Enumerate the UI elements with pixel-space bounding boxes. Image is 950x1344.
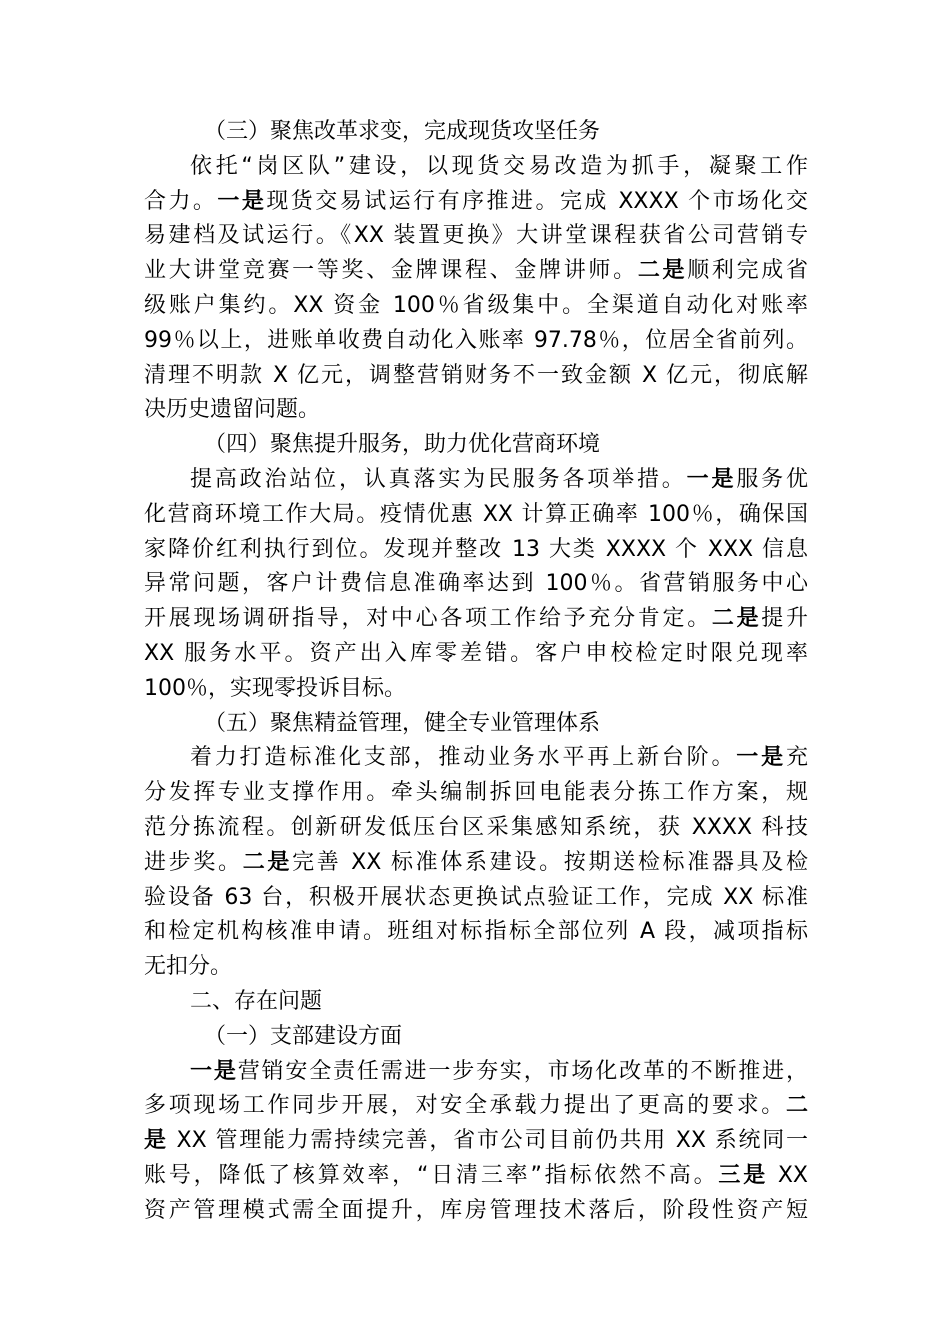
paragraph-line <box>144 150 808 185</box>
paragraph-line <box>144 289 808 324</box>
paragraph-line <box>144 1194 808 1229</box>
text-run: 账号，降低了核算效率，“日清三率”指标依然不高。 <box>144 1162 719 1188</box>
paragraph-line <box>144 950 808 985</box>
text-run: 开展现场调研指导，对中心各项工作给予充分肯定。 <box>144 606 712 632</box>
text-run: 提升 <box>761 606 808 632</box>
text-run: （三）聚焦改革求变，完成现货攻坚任务 <box>204 119 601 144</box>
text-run: 决历史遗留问题。 <box>144 397 321 423</box>
paragraph-line <box>144 567 808 602</box>
text-run: 100％，实现零投诉目标。 <box>144 675 406 701</box>
paragraph-line <box>144 185 808 220</box>
text-run: 多项现场工作同步开展，对安全承载力提出了更高的要求。 <box>144 1093 786 1119</box>
paragraph-line <box>144 985 808 1020</box>
bold-marker: 一是 <box>686 466 737 492</box>
text-run: XX <box>768 1162 808 1188</box>
paragraph-line <box>144 324 808 359</box>
text-run: 级账户集约。XX 资金 100％省级集中。全渠道自动化对账率 <box>144 292 808 318</box>
paragraph-line <box>144 359 808 394</box>
paragraph-line <box>144 219 808 254</box>
text-run: 合力。 <box>144 188 218 214</box>
section-heading <box>144 115 808 150</box>
paragraph-line <box>144 1089 808 1124</box>
text-run: （四）聚焦提升服务，助力优化营商环境 <box>204 432 601 458</box>
paragraph-line <box>144 602 808 637</box>
text-run: 着力打造标准化支部，推动业务水平再上新台阶。 <box>190 745 737 771</box>
text-run: 无扣分。 <box>144 954 233 980</box>
paragraph-line <box>144 776 808 811</box>
text-run: 进步奖。 <box>144 849 243 875</box>
text-run: （五）聚焦精益管理，健全专业管理体系 <box>204 710 601 736</box>
section-heading <box>144 707 808 742</box>
section-heading <box>144 1020 808 1055</box>
text-run: 易建档及试运行。《XX 装置更换》大讲堂课程获省公司营销专 <box>144 223 808 249</box>
text-run: （一）支部建设方面 <box>204 1023 403 1049</box>
text-run: 依托“岗区队”建设，以现货交易改造为抓手，凝聚工作 <box>190 153 808 179</box>
paragraph-line <box>144 533 808 568</box>
text-run: 99％以上，进账单收费自动化入账率 97.78％，位居全省前列。 <box>144 327 808 353</box>
text-run: 验设备 63 台，积极开展状态更换试点验证工作，完成 XX 标准 <box>144 884 808 910</box>
bold-marker: 一是 <box>736 745 786 771</box>
paragraph-line <box>144 881 808 916</box>
paragraph-line <box>144 915 808 950</box>
paragraph-line <box>144 254 808 289</box>
bold-marker: 二 <box>785 1093 808 1119</box>
text-run: 完善 XX 标准体系建设。按期送检标准器具及检 <box>292 849 808 875</box>
paragraph-line <box>144 393 808 428</box>
paragraph-line <box>144 672 808 707</box>
text-run: 业大讲堂竞赛一等奖、金牌课程、金牌讲师。 <box>144 258 638 284</box>
text-run: 提高政治站位，认真落实为民服务各项举措。 <box>190 466 687 492</box>
text-run: 营销安全责任需进一步夯实，市场化改革的不断推进， <box>237 1058 808 1084</box>
text-run: 充 <box>785 745 808 771</box>
document-body <box>144 115 808 1229</box>
text-run: XX 服务水平。资产出入库零差错。客户申校检定时限兑现率 <box>144 640 808 666</box>
paragraph-line <box>144 1124 808 1159</box>
bold-marker: 二是 <box>242 849 293 875</box>
text-run: 家降价红利执行到位。发现并整改 13 大类 XXXX 个 XXX 信息 <box>144 536 808 562</box>
paragraph-line <box>144 1055 808 1090</box>
text-run: 资产管理模式需全面提升，库房管理技术落后，阶段性资产短 <box>144 1197 808 1223</box>
bold-marker: 三是 <box>718 1162 769 1188</box>
paragraph-line <box>144 637 808 672</box>
paragraph-line <box>144 463 808 498</box>
text-run: 顺利完成省 <box>687 258 808 284</box>
bold-marker: 是 <box>144 1128 168 1154</box>
text-run: 异常问题，客户计费信息准确率达到 100％。省营销服务中心 <box>144 571 808 597</box>
text-run: 二、存在问题 <box>190 988 323 1014</box>
text-run: 服务优 <box>736 466 808 492</box>
paragraph-line <box>144 1159 808 1194</box>
text-run: 范分拣流程。创新研发低压台区采集感知系统，获 XXXX 科技 <box>144 814 808 840</box>
paragraph-line <box>144 741 808 776</box>
bold-marker: 一是 <box>217 188 267 214</box>
text-run: 化营商环境工作大局。疫情优惠 XX 计算正确率 100％，确保国 <box>144 501 808 527</box>
text-run: 和检定机构核准申请。班组对标指标全部位列 A 段，减项指标 <box>144 919 808 945</box>
bold-marker: 二是 <box>637 258 688 284</box>
text-run: 清理不明款 X 亿元，调整营销财务不一致金额 X 亿元，彻底解 <box>144 362 808 388</box>
bold-marker: 一是 <box>190 1058 238 1084</box>
section-heading <box>144 428 808 463</box>
text-run: 现货交易试运行有序推进。完成 XXXX 个市场化交 <box>266 188 808 214</box>
paragraph-line <box>144 498 808 533</box>
text-run: XX 管理能力需持续完善，省市公司目前仍共用 XX 系统同一 <box>167 1128 808 1154</box>
paragraph-line <box>144 846 808 881</box>
bold-marker: 二是 <box>711 606 762 632</box>
text-run: 分发挥专业支撑作用。牵头编制拆回电能表分拣工作方案，规 <box>144 780 808 806</box>
paragraph-line <box>144 811 808 846</box>
